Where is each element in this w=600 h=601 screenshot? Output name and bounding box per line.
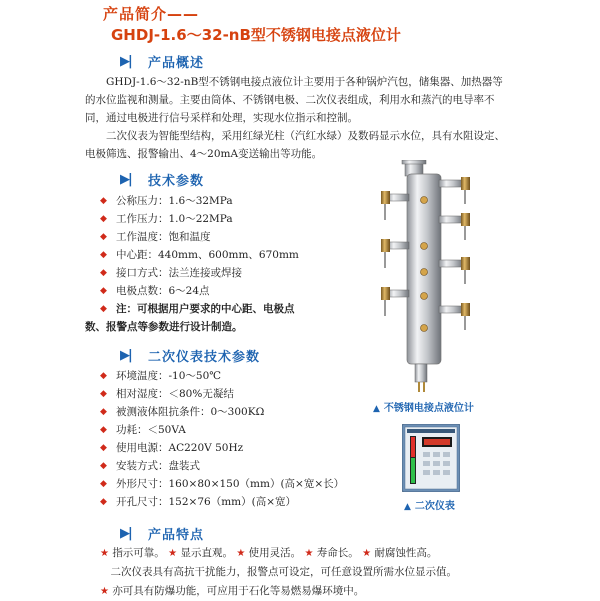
list-item: ◆ 相对湿度：＜80%无凝结 bbox=[100, 385, 340, 403]
diamond-bullet-icon: ◆ bbox=[100, 286, 107, 296]
technical-list bbox=[85, 192, 340, 336]
diamond-bullet-icon: ◆ bbox=[100, 425, 107, 435]
list-item: ◆ 电极点数：6～24点 bbox=[100, 282, 340, 300]
list-item: ◆ 外形尺寸：160×80×150（mm）(高×宽×长） bbox=[100, 475, 340, 493]
list-item: ◆ 环境温度：-10～50℃ bbox=[100, 367, 340, 385]
list-item: ◆ 工作温度：饱和温度 bbox=[100, 228, 340, 246]
diamond-bullet-icon: ◆ bbox=[100, 214, 107, 224]
secondary-instrument-illustration bbox=[402, 424, 460, 492]
product-model-title: GHDJ-1.6～32-nB型不锈钢电接点液位计 bbox=[111, 26, 401, 44]
diamond-bullet-icon: ◆ bbox=[100, 232, 107, 242]
star-bullet-icon: ★ bbox=[304, 548, 314, 559]
list-item: ◆ 功耗：＜50VA bbox=[100, 421, 340, 439]
triangle-up-icon: ▲ bbox=[373, 404, 380, 414]
list-item: ◆ 接口方式：法兰连接或焊接 bbox=[100, 264, 340, 282]
features-line-3: ★ 亦可具有防爆功能，可应用于石化等易燃易爆环境中。 bbox=[100, 585, 365, 597]
star-bullet-icon: ★ bbox=[362, 548, 372, 559]
section-marker-icon: ▶| bbox=[120, 347, 131, 363]
diamond-bullet-icon: ◆ bbox=[100, 479, 107, 489]
star-bullet-icon: ★ bbox=[168, 548, 178, 559]
gauge-caption: ▲ 不锈钢电接点液位计 bbox=[373, 403, 474, 414]
technical-note: ◆ 注：可根据用户要求的中心距、电极点 bbox=[100, 300, 340, 318]
diamond-bullet-icon: ◆ bbox=[100, 250, 107, 260]
overview-text bbox=[85, 73, 505, 163]
diamond-bullet-icon: ◆ bbox=[100, 304, 107, 314]
section-marker-icon: ▶| bbox=[120, 171, 131, 187]
electrode-left bbox=[381, 191, 409, 316]
instrument-caption: ▲ 二次仪表 bbox=[404, 501, 455, 512]
section-marker-icon: ▶| bbox=[120, 525, 131, 541]
overview-heading-label: 产品概述 bbox=[148, 55, 205, 71]
diamond-bullet-icon: ◆ bbox=[100, 371, 107, 381]
diamond-bullet-icon: ◆ bbox=[100, 268, 107, 278]
overview-paragraph-1: GHDJ-1.6～32-nB型不锈钢电接点液位计主要用于各种锅炉汽包，储集器、加热器等的水位监视和测量。主要由筒体、不锈钢电极、二次仪表组成，利用水和蒸汽的电导率不同，通过电极进行信号采样和处理，实现水位指示和控制。 bbox=[85, 76, 503, 124]
star-bullet-icon: ★ bbox=[236, 548, 246, 559]
list-item: ◆ 工作压力：1.0～22MPa bbox=[100, 210, 340, 228]
section-marker-icon: ▶| bbox=[120, 53, 131, 69]
overview-heading bbox=[120, 52, 204, 70]
technical-note-cont: 数、报警点等参数进行设计制造。 bbox=[85, 321, 243, 333]
star-bullet-icon: ★ bbox=[100, 586, 109, 597]
diamond-bullet-icon: ◆ bbox=[100, 497, 107, 507]
electrode-right bbox=[439, 177, 470, 330]
diamond-bullet-icon: ◆ bbox=[100, 389, 107, 399]
instrument-heading-label: 二次仪表技术参数 bbox=[148, 349, 261, 365]
list-item: ◆ 公称压力：1.6～32MPa bbox=[100, 192, 340, 210]
features-list bbox=[100, 544, 520, 601]
list-item: ◆ 使用电源：AC220V 50Hz bbox=[100, 439, 340, 457]
technical-heading bbox=[120, 170, 204, 188]
triangle-up-icon: ▲ bbox=[404, 502, 411, 512]
list-item: ◆ 被测液体阻抗条件：0～300KΩ bbox=[100, 403, 340, 421]
diamond-bullet-icon: ◆ bbox=[100, 407, 107, 417]
instrument-heading bbox=[120, 346, 260, 364]
product-intro-title: 产品简介—— bbox=[103, 5, 200, 23]
features-line-2: 二次仪表具有高抗干扰能力，报警点可设定，可任意设置所需水位显示值。 bbox=[110, 566, 457, 578]
list-item: ◆ 安装方式：盘装式 bbox=[100, 457, 340, 475]
features-line-1: ★ 指示可靠。 ★ 显示直观。 ★ 使用灵活。 ★ 寿命长。 ★ 耐腐蚀性高。 bbox=[100, 547, 438, 559]
overview-paragraph-2: 二次仪表为智能型结构，采用红绿光柱（汽红水绿）及数码显示水位，具有水阻设定、电极筛选、报警输出、4～20mA变送输出等功能。 bbox=[85, 130, 505, 160]
list-item: ◆ 中心距：440mm、600mm、670mm bbox=[100, 246, 340, 264]
diamond-bullet-icon: ◆ bbox=[100, 443, 107, 453]
features-heading-label: 产品特点 bbox=[148, 527, 205, 543]
list-item: ◆ 开孔尺寸：152×76（mm）(高×宽） bbox=[100, 493, 340, 511]
instrument-list bbox=[100, 367, 345, 511]
features-heading bbox=[120, 524, 204, 542]
diamond-bullet-icon: ◆ bbox=[100, 461, 107, 471]
diamond-bullet-icon: ◆ bbox=[100, 196, 107, 206]
star-bullet-icon: ★ bbox=[100, 548, 109, 559]
level-gauge-illustration bbox=[375, 160, 485, 392]
technical-heading-label: 技术参数 bbox=[148, 173, 205, 189]
